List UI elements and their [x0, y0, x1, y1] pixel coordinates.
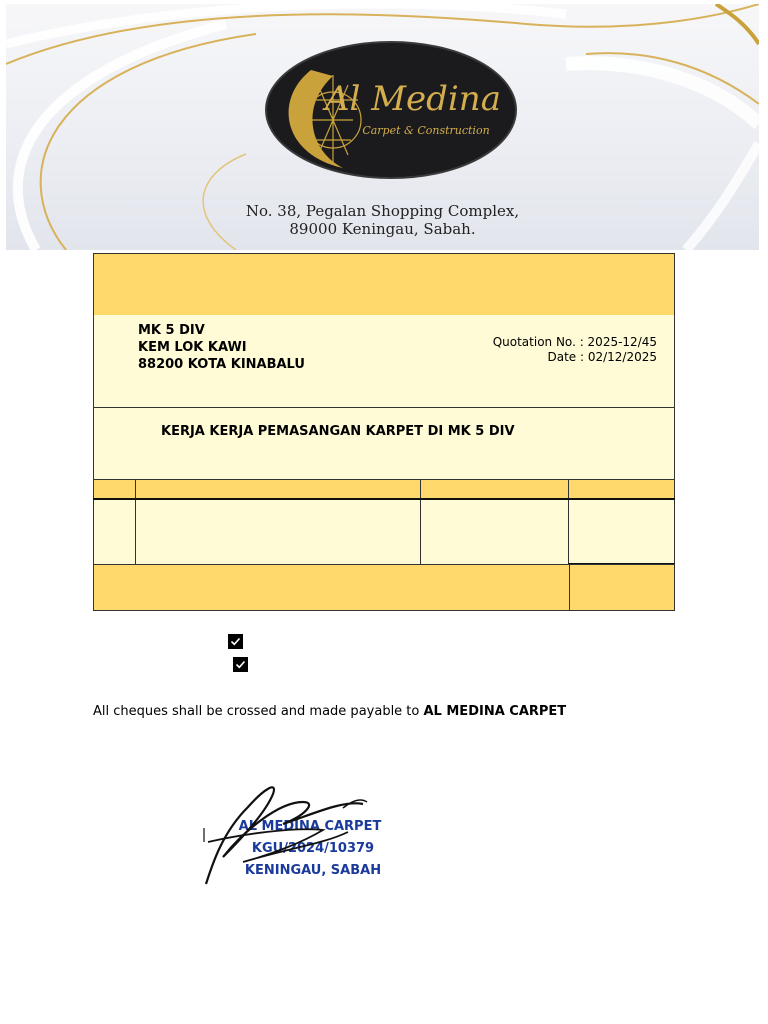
quotation-header-bar [93, 253, 675, 316]
table-row [93, 500, 675, 564]
letterhead-banner [6, 4, 759, 250]
quotation-meta [493, 335, 657, 365]
table-cell [93, 500, 135, 564]
header-cell-description [135, 480, 420, 498]
project-title-section [93, 408, 675, 480]
customer-line-2: KEM LOK KAWI [138, 340, 247, 355]
header-cell-unit [420, 480, 568, 498]
stamp-line-1: AL MEDINA CARPET [238, 819, 382, 834]
customer-line-1: MK 5 DIV [138, 323, 205, 338]
customer-line-3: 88200 KOTA KINABALU [138, 357, 305, 372]
payment-note-text: All cheques shall be crossed and made payable to [93, 704, 424, 719]
checkbox-checked-icon[interactable] [233, 657, 248, 672]
table-cell [568, 500, 675, 564]
address-line-2: 89000 Keningau, Sabah. [289, 220, 476, 238]
address-line-1: No. 38, Pegalan Shopping Complex, [245, 202, 520, 220]
payment-note [93, 704, 566, 719]
table-cell [420, 500, 568, 564]
stamp-line-2: KGU/2024/10379 [251, 841, 375, 856]
table-cell [135, 500, 420, 564]
customer-address [138, 322, 305, 373]
signature-stamp [203, 772, 417, 886]
company-logo [263, 40, 519, 180]
logo-subtitle: Carpet & Construction [362, 124, 490, 137]
quotation-number: Quotation No. : 2025-12/45 [492, 335, 657, 349]
table-total-row [93, 564, 675, 611]
header-cell-amount [568, 480, 675, 498]
payment-payee: AL MEDINA CARPET [423, 704, 567, 719]
project-title: KERJA KERJA PEMASANGAN KARPET DI MK 5 DIV [161, 424, 515, 439]
stamp-line-3: KENINGAU, SABAH [244, 863, 382, 878]
total-divider [569, 565, 570, 610]
checkbox-checked-icon[interactable] [228, 634, 243, 649]
quotation-info-section [93, 315, 675, 408]
header-cell-no [93, 480, 135, 498]
quotation-date: Date : 02/12/2025 [547, 350, 657, 364]
logo-title: Al Medina [325, 79, 501, 119]
table-header-row [93, 480, 675, 500]
